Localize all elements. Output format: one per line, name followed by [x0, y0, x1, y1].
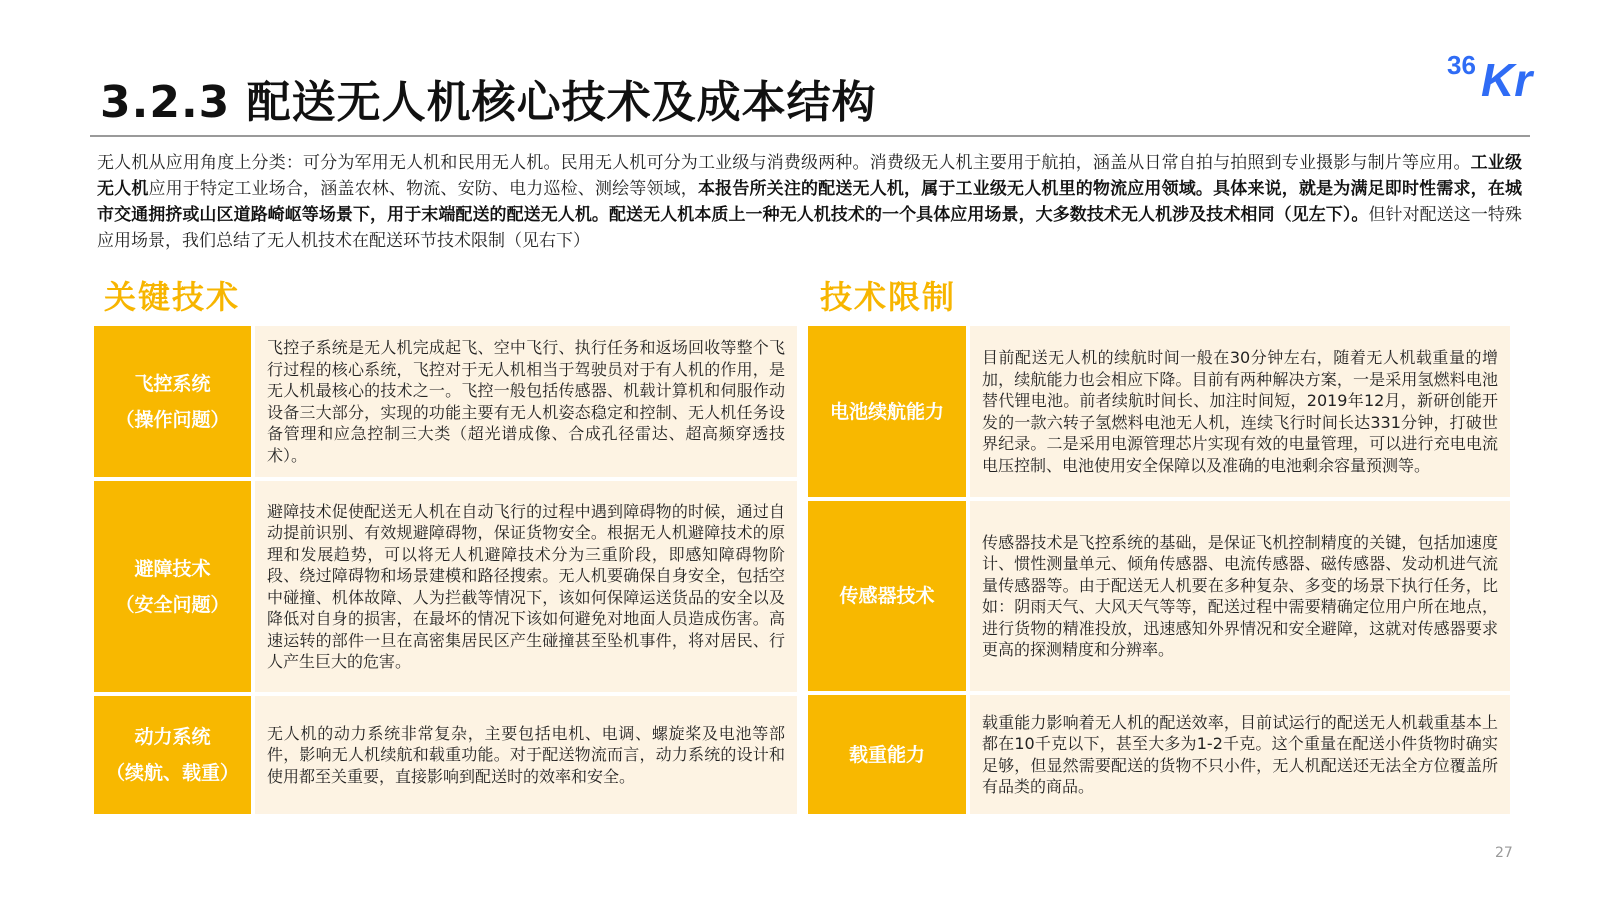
row-description: 避障技术促使配送无人机在自动飞行的过程中遇到障碍物的时候，通过自动提前识别、有效规避障碍物，保证货物安全。根据无人机避障技术的原理和发展趋势，可以将无人机避障技术分为三重阶段，即感知障碍物阶段、绕过障碍物和场景建模和路径搜索。无人机要确保自身安全，包括空中碰撞、机体故障、人为拦截等情况下，该如何保障运送货品的安全以及降低对自身的损害，在最坏的情况下该如何避免对地面人员造成伤害。高速运转的部件一旦在高密集居民区产生碰撞甚至坠机事件，将对居民、行人产生巨大的危害。: [255, 481, 797, 692]
key-tech-heading: 关键技术: [104, 278, 241, 316]
row-label: [808, 326, 966, 497]
row-description: 传感器技术是飞控系统的基础，是保证飞机控制精度的关键，包括加速度计、惯性测量单元、倾角传感器、电流传感器、磁传感器、发动机进气流量传感器等。由于配送无人机要在多种复杂、多变的场景下执行任务，比如：阴雨天气、大风天气等等，配送过程中需要精确定位用户所在地点，进行货物的精准投放，迅速感知外界情况和安全避障，这就对传感器要求更高的探测精度和分辨率。: [970, 501, 1510, 691]
row-description: 载重能力影响着无人机的配送效率，目前试运行的配送无人机载重基本上都在10千克以下，甚至大多为1-2千克。这个重量在配送小件货物时确实足够，但显然需要配送的货物不只小件，无人机配送还无法全方位覆盖所有品类的商品。: [970, 695, 1510, 814]
row-label-title: 传感器技术: [839, 585, 935, 607]
tech-limits-table: [808, 326, 1510, 814]
page-number: 27: [1495, 845, 1513, 861]
row-label: [94, 326, 251, 477]
36kr-logo: [1447, 44, 1547, 100]
table-row: [94, 481, 797, 692]
page-title: 3.2.3 配送无人机核心技术及成本结构: [100, 77, 877, 128]
row-label-title: 动力系统: [134, 726, 211, 748]
table-row: [808, 326, 1510, 497]
table-row: [808, 501, 1510, 691]
row-label-sub: （续航、载重）: [105, 762, 239, 784]
row-description: 飞控子系统是无人机完成起飞、空中飞行、执行任务和返场回收等整个飞行过程的核心系统，飞控对于无人机相当于驾驶员对于有人机的作用，是无人机最核心的技术之一。飞控一般包括传感器、机载计算机和伺服作动设备三大部分，实现的功能主要有无人机姿态稳定和控制、无人机任务设备管理和应急控制三大类（超光谱成像、合成孔径雷达、超高频穿透技术）。: [255, 326, 797, 477]
row-label: [808, 695, 966, 814]
row-label-title: 载重能力: [848, 743, 925, 766]
row-label-title: 飞控系统: [134, 372, 211, 395]
intro-text-1: 无人机从应用角度上分类：可分为军用无人机和民用无人机。民用无人机可分为工业级与消费级两种。消费级无人机主要用于航拍，涵盖从日常自拍与拍照到专业摄影与制片等应用。: [97, 153, 1471, 173]
intro-paragraph: [97, 150, 1522, 254]
intro-text-2: 应用于特定工业场合，涵盖农林、物流、安防、电力巡检、测绘等领域，: [148, 179, 698, 199]
intro-text-3: 但针对配送这一特殊应用场景，我们总结了无人机技术在配送环节技术限制（见右下）: [97, 205, 1522, 251]
row-label: [94, 696, 251, 814]
row-description: 无人机的动力系统非常复杂，主要包括电机、电调、螺旋桨及电池等部件，影响无人机续航和载重功能。对于配送物流而言，动力系统的设计和使用都至关重要，直接影响到配送时的效率和安全。: [255, 696, 797, 814]
table-row: [94, 326, 797, 477]
row-label: [808, 501, 966, 691]
row-label-title: 避障技术: [134, 557, 211, 580]
title-divider: [90, 135, 1530, 137]
intro-bold-1: 工业级无人机: [97, 153, 1522, 199]
table-row: [808, 695, 1510, 814]
svg-text:Kr: Kr: [1481, 54, 1533, 100]
tech-limits-heading: 技术限制: [820, 278, 957, 316]
row-label-sub: （安全问题）: [115, 593, 230, 616]
row-label-sub: （操作问题）: [115, 408, 230, 431]
svg-text:36: 36: [1447, 50, 1476, 80]
intro-bold-2: 本报告所关注的配送无人机，属于工业级无人机里的物流应用领域。具体来说，就是为满足即时性需求，在城市交通拥挤或山区道路崎岖等场景下，用于末端配送的配送无人机。配送无人机本质上一种无人机技术的一个具体应用场景，大多数技术无人机涉及技术相同（见左下）。: [97, 179, 1523, 225]
row-description: 目前配送无人机的续航时间一般在30分钟左右，随着无人机载重量的增加，续航能力也会相应下降。目前有两种解决方案，一是采用氢燃料电池替代锂电池。前者续航时间长、加注时间短，2019年12月，新研创能开发的一款六转子氢燃料电池无人机，连续飞行时间长达331分钟，打破世界纪录。二是采用电源管理芯片实现有效的电量管理，可以进行充电电流电压控制、电池使用安全保障以及准确的电池剩余容量预测等。: [970, 326, 1510, 497]
key-tech-table: [94, 326, 797, 814]
row-label: [94, 481, 251, 692]
table-row: [94, 696, 797, 814]
row-label-title: 电池续航能力: [829, 400, 944, 423]
